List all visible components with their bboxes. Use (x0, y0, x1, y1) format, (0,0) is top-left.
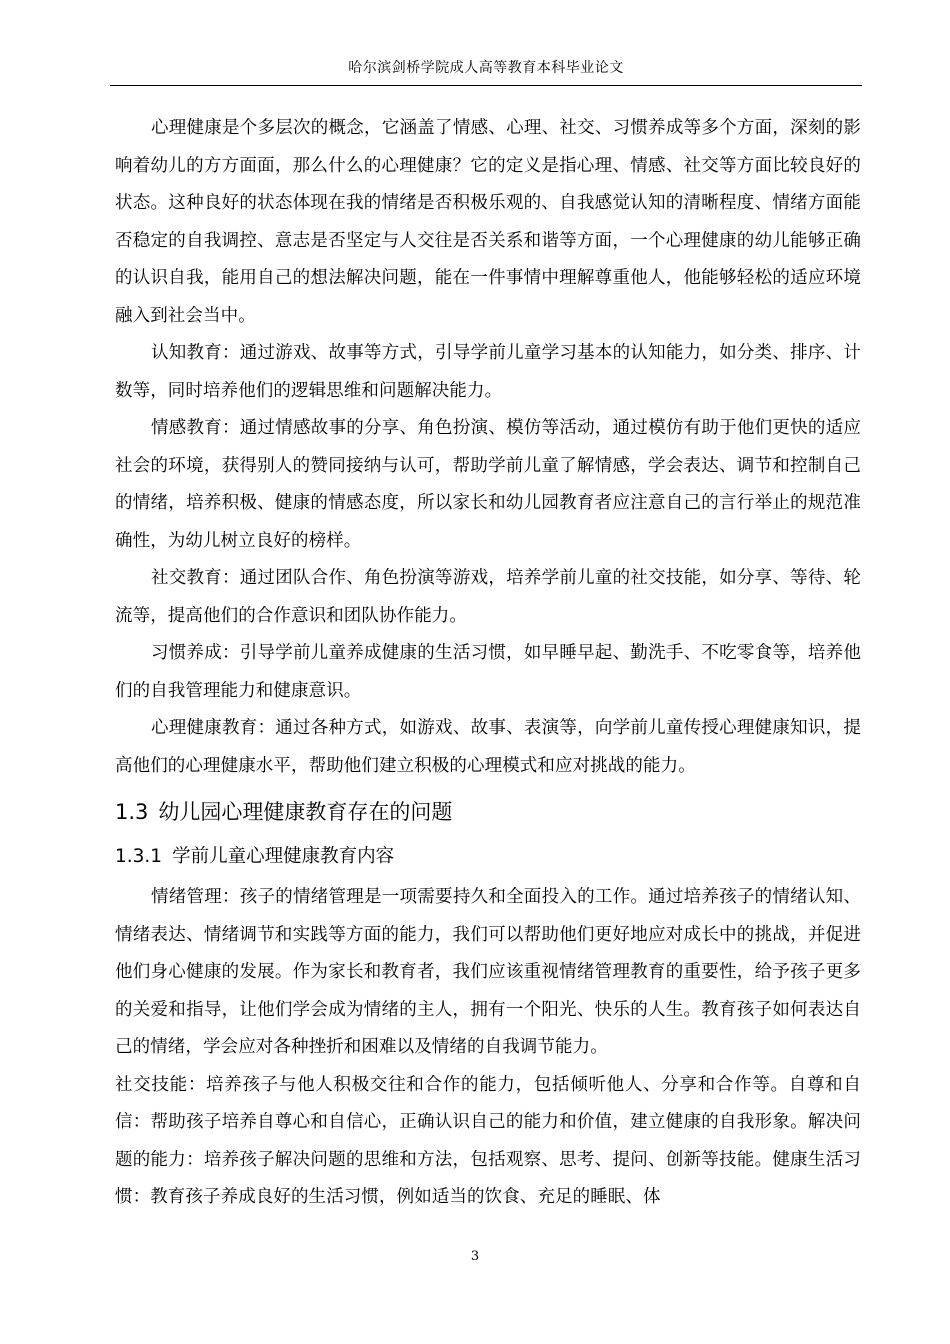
subsection-title: 学前儿童心理健康教育内容 (172, 846, 395, 867)
body-paragraph-3: 情感教育：通过情感故事的分享、角色扮演、模仿等活动，通过模仿有助于他们更快的适应社会的环境，获得别人的赞同接纳与认可，帮助学前儿童了解情感，学会表达、调节和控制自己的情绪，培养积极、健康的情感态度，所以家长和幼儿园教育者应注意自己的言行举止的规范准确性，为幼儿树立良好的榜样。 (115, 418, 861, 551)
section-heading (115, 789, 861, 835)
subsection-heading (115, 835, 861, 879)
section-title: 幼儿园心理健康教育存在的问题 (158, 800, 453, 824)
body-paragraph-5: 习惯养成：引导学前儿童养成健康的生活习惯，如早睡早起、勤洗手、不吃零食等，培养他们的自我管理能力和健康意识。 (115, 643, 861, 701)
section-number: 1.3 (115, 800, 149, 824)
subsection-paragraph-2: 社交技能：培养孩子与他人积极交往和合作的能力，包括倾听他人、分享和合作等。自尊和自信：帮助孩子培养自尊心和自信心，正确认识自己的能力和价值，建立健康的自我形象。解决问题的能力：培养孩子解决问题的思维和方法，包括观察、思考、提问、创新等技能。健康生活习惯：教育孩子养成良好的生活习惯，例如适当的饮食、充足的睡眠、体 (115, 1074, 861, 1207)
subsection-number: 1.3.1 (115, 846, 163, 867)
body-paragraph-4: 社交教育：通过团队合作、角色扮演等游戏，培养学前儿童的社交技能，如分享、等待、轮流等，提高他们的合作意识和团队协作能力。 (115, 568, 861, 626)
subsection-paragraph-1: 情绪管理：孩子的情绪管理是一项需要持久和全面投入的工作。通过培养孩子的情绪认知、情绪表达、情绪调节和实践等方面的能力，我们可以帮助他们更好地应对成长中的挑战，并促进他们身心健康的发展。作为家长和教育者，我们应该重视情绪管理教育的重要性，给予孩子更多的关爱和指导，让他们学会成为情绪的主人，拥有一个阳光、快乐的人生。教育孩子如何表达自己的情绪，学会应对各种挫折和困难以及情绪的自我调节能力。 (115, 887, 861, 1057)
page-header: 哈尔滨剑桥学院成人高等教育本科毕业论文 (348, 60, 624, 76)
page-body (115, 110, 861, 1217)
body-paragraph-6: 心理健康教育：通过各种方式，如游戏、故事、表演等，向学前儿童传授心理健康知识，提高他们的心理健康水平，帮助他们建立积极的心理模式和应对挑战的能力。 (115, 718, 861, 776)
body-paragraph-2: 认知教育：通过游戏、故事等方式，引导学前儿童学习基本的认知能力，如分类、排序、计数等，同时培养他们的逻辑思维和问题解决能力。 (115, 343, 861, 401)
body-paragraph-1: 心理健康是个多层次的概念，它涵盖了情感、心理、社交、习惯养成等多个方面，深刻的影响着幼儿的方方面面，那么什么的心理健康？它的定义是指心理、情感、社交等方面比较良好的状态。这种良好的状态体现在我的情绪是否积极乐观的、自我感觉认知的清晰程度、情绪方面能否稳定的自我调控、意志是否坚定与人交往是否关系和谐等方面，一个心理健康的幼儿能够正确的认识自我，能用自己的想法解决问题，能在一件事情中理解尊重他人，他能够轻松的适应环境融入到社会当中。 (115, 118, 861, 326)
page-number: 3 (470, 1249, 480, 1264)
header-rule (110, 85, 862, 86)
